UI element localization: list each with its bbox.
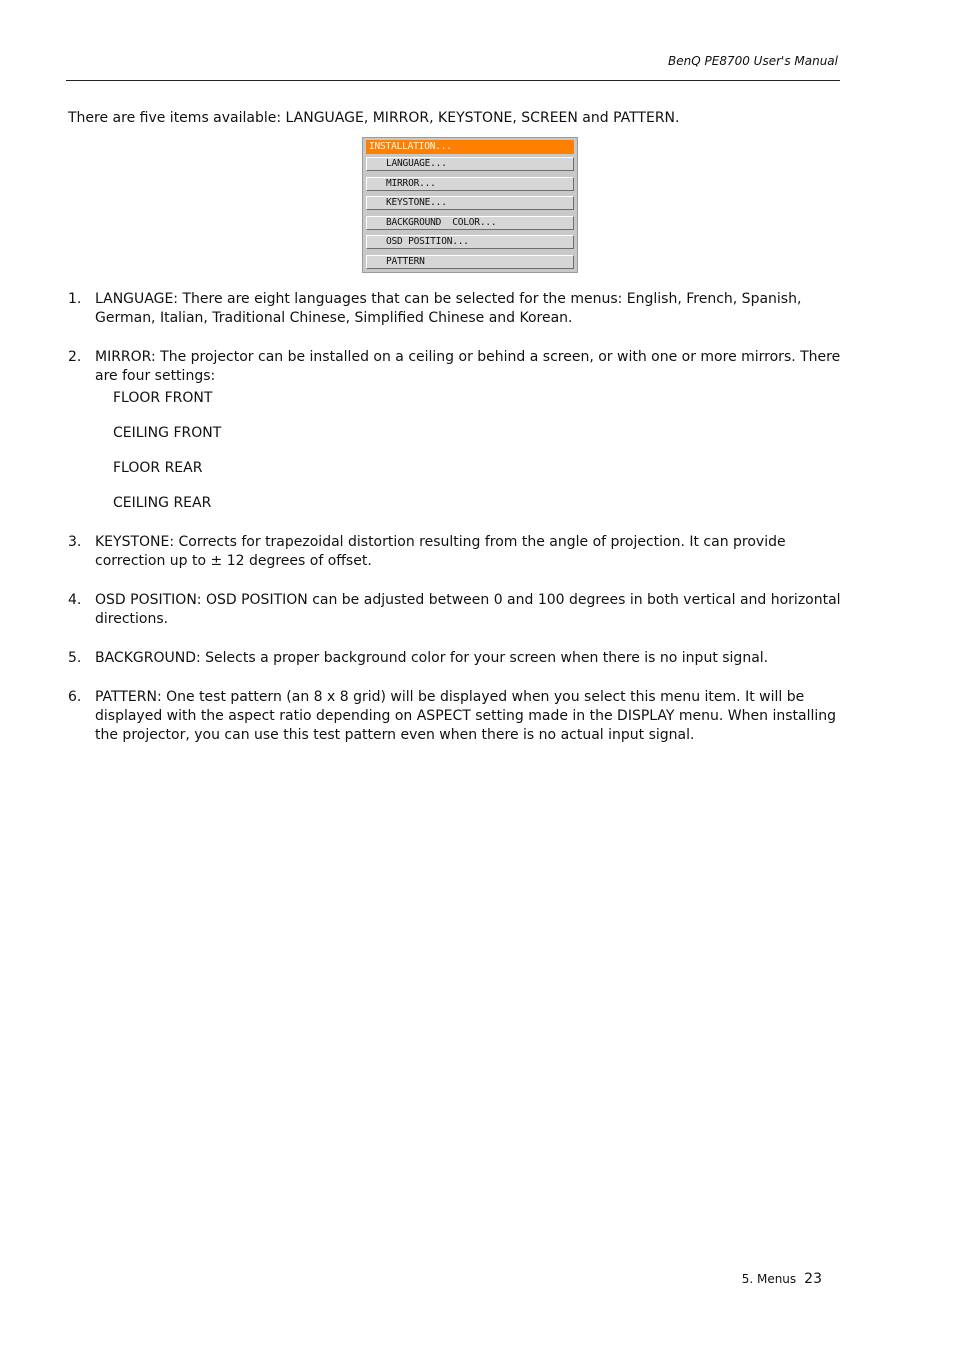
list-item-number: 3. xyxy=(68,534,82,550)
page-footer xyxy=(742,1271,822,1287)
header-divider xyxy=(66,80,840,81)
mirror-setting: FLOOR FRONT xyxy=(113,390,213,406)
list-item xyxy=(68,649,848,668)
osd-item-background-color[interactable]: BACKGROUND COLOR... xyxy=(366,216,574,230)
list-item-text: MIRROR: The projector can be installed on a ceiling or behind a screen, or with one or more mirrors. There are four settings: xyxy=(95,349,841,384)
list-item xyxy=(68,348,848,513)
list-item xyxy=(68,688,848,745)
header-title: BenQ PE8700 User's Manual xyxy=(668,54,838,68)
mirror-setting: CEILING REAR xyxy=(113,495,212,511)
list-item-number: 4. xyxy=(68,592,82,608)
list-item-text: PATTERN: One test pattern (an 8 x 8 grid) will be displayed when you select this menu item. It will be displayed with the aspect ratio depending on ASPECT setting made in the DISPLAY menu. When installing the projector, you can use this test pattern even when there is no actual input signal. xyxy=(95,689,837,743)
mirror-setting: CEILING FRONT xyxy=(113,425,222,441)
list-item-text: BACKGROUND: Selects a proper background color for your screen when there is no input signal. xyxy=(95,650,769,666)
list-item-number: 2. xyxy=(68,349,82,365)
list-item xyxy=(68,533,848,571)
list-item-text: KEYSTONE: Corrects for trapezoidal distortion resulting from the angle of projection. It can provide correction up to ± 12 degrees of offset. xyxy=(95,534,786,569)
osd-item-osd-position[interactable]: OSD POSITION... xyxy=(366,235,574,249)
mirror-settings-list xyxy=(113,389,848,513)
intro-paragraph: There are five items available: LANGUAGE, MIRROR, KEYSTONE, SCREEN and PATTERN. xyxy=(68,110,680,126)
list-item-number: 6. xyxy=(68,689,82,705)
list-item-number: 1. xyxy=(68,291,82,307)
list-item-text: LANGUAGE: There are eight languages that can be selected for the menus: English, French, Spanish, German, Italian, Traditional Chinese, Simplified Chinese and Korean. xyxy=(95,291,802,326)
numbered-list xyxy=(68,290,848,765)
osd-item-mirror[interactable]: MIRROR... xyxy=(366,177,574,191)
mirror-setting: FLOOR REAR xyxy=(113,460,203,476)
osd-item-pattern[interactable]: PATTERN xyxy=(366,255,574,269)
osd-item-language[interactable]: LANGUAGE... xyxy=(366,157,574,171)
osd-menu-title: INSTALLATION... xyxy=(366,140,574,154)
footer-section: 5. Menus xyxy=(741,1272,797,1286)
page-number: 23 xyxy=(804,1271,822,1287)
osd-item-keystone[interactable]: KEYSTONE... xyxy=(366,196,574,210)
list-item-number: 5. xyxy=(68,650,82,666)
list-item-text: OSD POSITION: OSD POSITION can be adjusted between 0 and 100 degrees in both vertical and horizontal directions. xyxy=(95,592,841,627)
installation-osd-menu xyxy=(362,137,578,273)
list-item xyxy=(68,290,848,328)
list-item xyxy=(68,591,848,629)
